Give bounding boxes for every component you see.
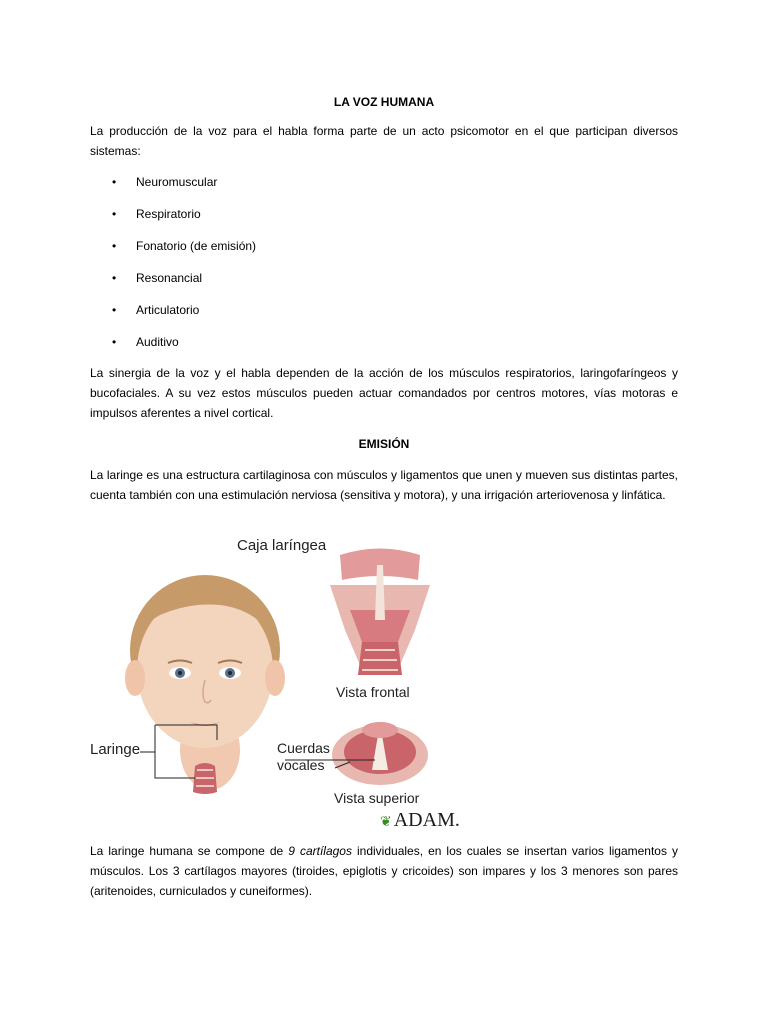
leaf-icon: ❦ (380, 815, 392, 830)
synergy-paragraph (90, 363, 678, 423)
adam-logo: ❦ ADAM. (380, 809, 460, 831)
bullet-icon: • (112, 175, 117, 189)
vista-frontal-label: Vista frontal (336, 684, 410, 700)
child-face-image (125, 575, 285, 794)
larynx-frontal-view-image (330, 549, 430, 676)
list-item: • Neuromuscular (112, 172, 256, 204)
systems-list (112, 172, 256, 364)
cartilage-text: La laringe humana se compone de 9 cartílagos individuales, en los cuales se insertan varios ligamentos y músculos. Los 3 cartílagos mayores (tiroides, epiglotis y cricoides) son impares y los 3 menores son pares (aritenoides, curniculados y cuneiformes). (90, 844, 678, 898)
bullet-icon: • (112, 239, 117, 253)
cartilage-paragraph (90, 841, 678, 901)
section-heading-emision: EMISIÓN (358, 437, 410, 451)
intro-text: La producción de la voz para el habla forma parte de un acto psicomotor en el que participan diversos sistemas: (90, 124, 678, 158)
list-item: • Auditivo (112, 332, 256, 364)
bullet-icon: • (112, 303, 117, 317)
larynx-paragraph (90, 465, 678, 505)
cartilage-count: 9 cartílagos (288, 844, 352, 858)
list-item: • Articulatorio (112, 300, 256, 332)
intro-paragraph (90, 121, 678, 161)
bullet-icon: • (112, 207, 117, 221)
list-item: • Respiratorio (112, 204, 256, 236)
larynx-text: La laringe es una estructura cartilaginosa con músculos y ligamentos que unen y mueven sus distintas partes, cuenta también con una estimulación nerviosa (sensitiva y motora), y una irrigación arteriovenosa y linfática. (90, 468, 678, 502)
larynx-illustration (80, 530, 480, 835)
synergy-text: La sinergia de la voz y el habla dependen de la acción de los músculos respiratorios, laringofaríngeos y bucofaciales. A su vez estos músculos pueden actuar comandados por centros motores, vías motoras e impulsos aferentes a nivel cortical. (90, 366, 678, 420)
list-item: • Resonancial (112, 268, 256, 300)
list-item: • Fonatorio (de emisión) (112, 236, 256, 268)
laringe-label: Laringe (90, 741, 141, 758)
bullet-icon: • (112, 271, 117, 285)
caja-laringea-label: Caja laríngea (237, 537, 327, 554)
larynx-drawing (80, 530, 480, 835)
document-title: LA VOZ HUMANA (333, 95, 435, 109)
bullet-icon: • (112, 335, 117, 349)
cuerdas-vocales-label: Cuerdas vocales (277, 740, 330, 773)
vista-superior-label: Vista superior (334, 790, 420, 806)
